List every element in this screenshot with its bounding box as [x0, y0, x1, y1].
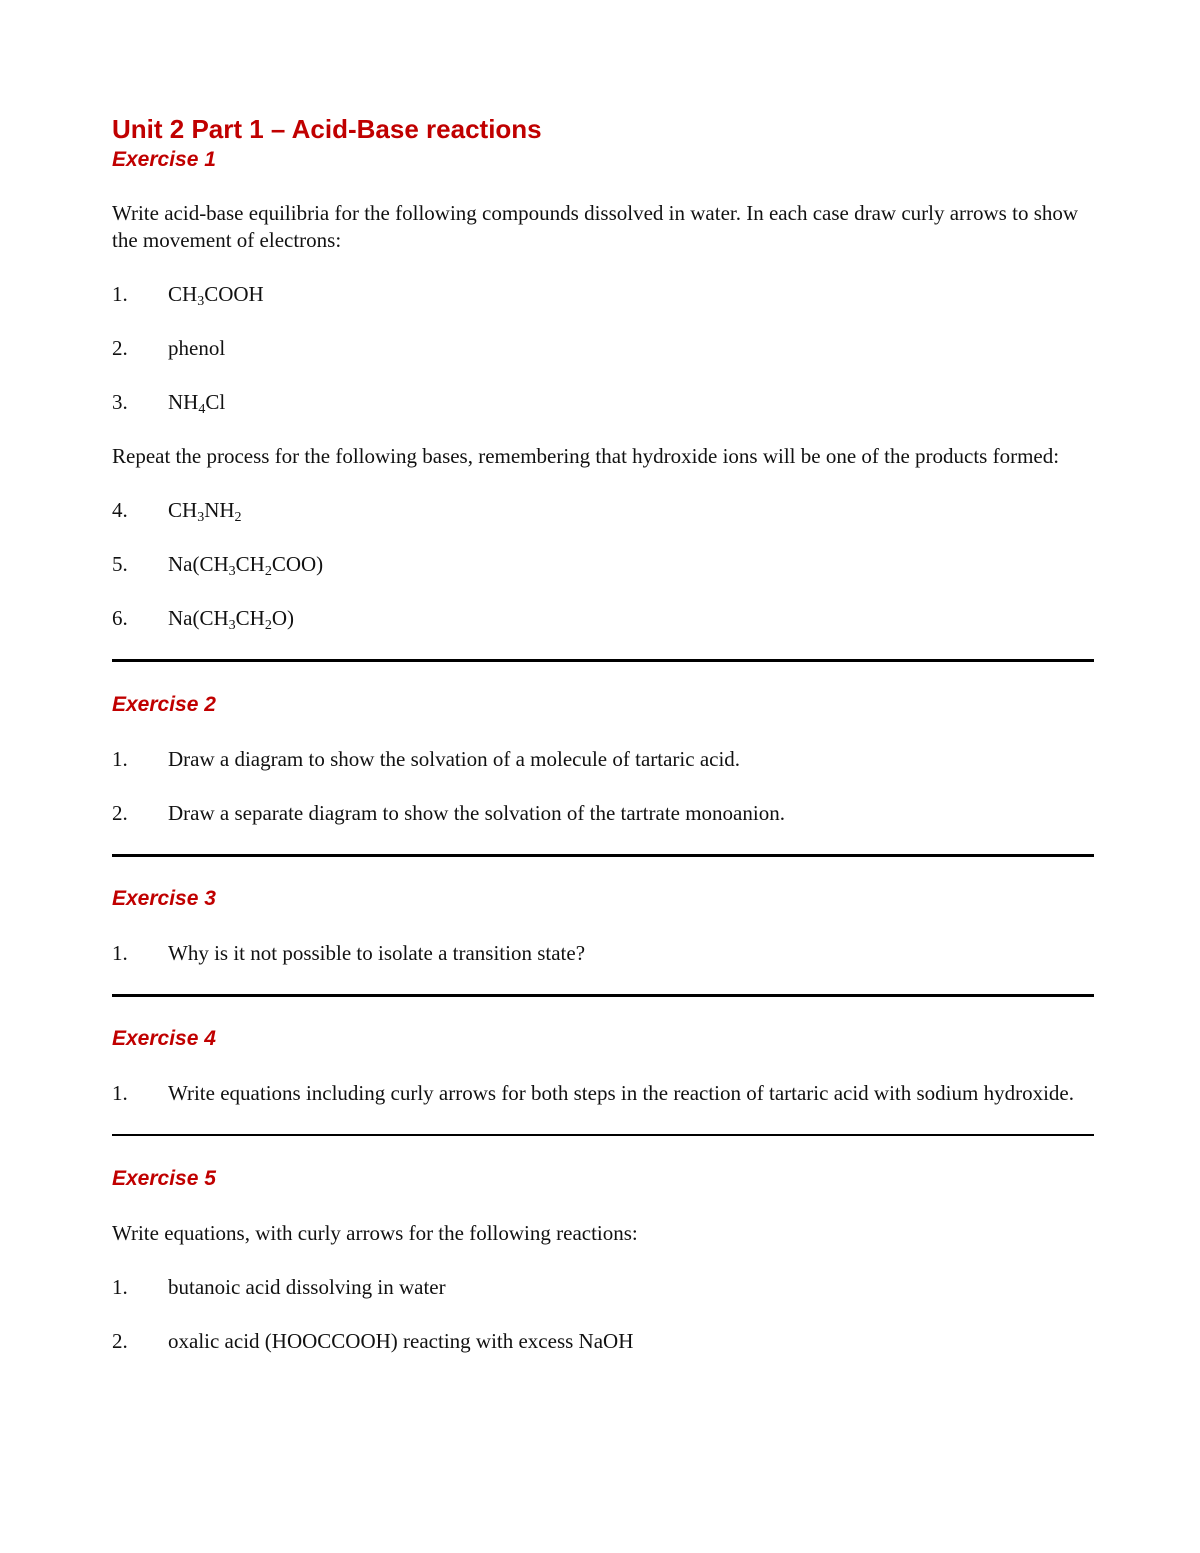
exercise-3	[112, 885, 1094, 967]
exercise-4-heading: Exercise 4	[112, 1027, 216, 1050]
section-divider	[112, 1134, 1094, 1136]
item-number: 1.	[112, 941, 128, 965]
item-formula: $Na(CH_3CH_2O)$	[168, 606, 295, 633]
item-number: 2.	[112, 801, 128, 825]
item-text: Draw a separate diagram to show the solvation of the tartrate monoanion.	[168, 801, 785, 825]
section-divider	[112, 659, 1094, 662]
exercise-2-heading: Exercise 2	[112, 693, 216, 716]
list-item	[112, 551, 1094, 578]
exercise-3-heading: Exercise 3	[112, 887, 216, 910]
item-number: 1.	[112, 282, 128, 306]
item-formula: $CH_3NH_2$	[168, 498, 242, 525]
item-text: Why is it not possible to isolate a transition state?	[168, 941, 586, 965]
item-number: 5.	[112, 552, 128, 576]
worksheet-page	[112, 112, 1094, 1355]
page-title: Unit 2 Part 1 – Acid-Base reactions	[112, 114, 542, 144]
exercise-1-intro: Write acid-base equilibria for the following compounds dissolved in water. In each case draw curly arrows to show the movement of electrons:	[112, 201, 1079, 252]
bases-intro: Repeat the process for the following bases, remembering that hydroxide ions will be one of the products formed:	[112, 444, 1060, 468]
item-number: 4.	[112, 498, 128, 522]
item-text: Draw a diagram to show the solvation of a molecule of tartaric acid.	[168, 747, 741, 771]
list-item	[112, 940, 1094, 967]
section-divider	[112, 854, 1094, 857]
list-item	[112, 281, 1094, 308]
list-item	[112, 1328, 1094, 1355]
list-item	[112, 389, 1094, 416]
exercise-5	[112, 1165, 1094, 1355]
exercise-1-heading: Exercise 1	[112, 148, 216, 171]
exercise-5-heading: Exercise 5	[112, 1166, 216, 1190]
item-formula: $NH_4Cl$	[168, 390, 226, 417]
list-item	[112, 497, 1094, 524]
item-number: 6.	[112, 606, 128, 630]
item-formula: $CH_3COOH$	[168, 282, 264, 309]
item-number: 2.	[112, 336, 128, 360]
list-item	[112, 605, 1094, 632]
item-number: 2.	[112, 1328, 128, 1353]
exercise-1	[112, 146, 1094, 632]
section-divider	[112, 994, 1094, 997]
list-item	[112, 800, 1094, 827]
exercise-4	[112, 1025, 1094, 1107]
item-number: 1.	[112, 1274, 128, 1299]
list-item	[112, 335, 1094, 362]
exercise-2	[112, 691, 1094, 827]
list-item	[112, 1274, 1094, 1301]
list-item	[112, 1080, 1094, 1107]
exercise-5-intro: Write equations, with curly arrows for the following reactions:	[112, 1220, 638, 1245]
item-formula: $Na(CH_3CH_2COO)$	[168, 552, 324, 579]
item-number: 3.	[112, 390, 128, 414]
item-text: oxalic acid (HOOCCOOH) reacting with excess NaOH	[168, 1328, 634, 1353]
item-text: Write equations including curly arrows for both steps in the reaction of tartaric acid with sodium hydroxide.	[168, 1081, 1074, 1105]
item-text: butanoic acid dissolving in water	[168, 1274, 446, 1299]
item-number: 1.	[112, 747, 128, 771]
item-number: 1.	[112, 1081, 128, 1105]
list-item	[112, 746, 1094, 773]
item-text: phenol	[168, 336, 226, 360]
